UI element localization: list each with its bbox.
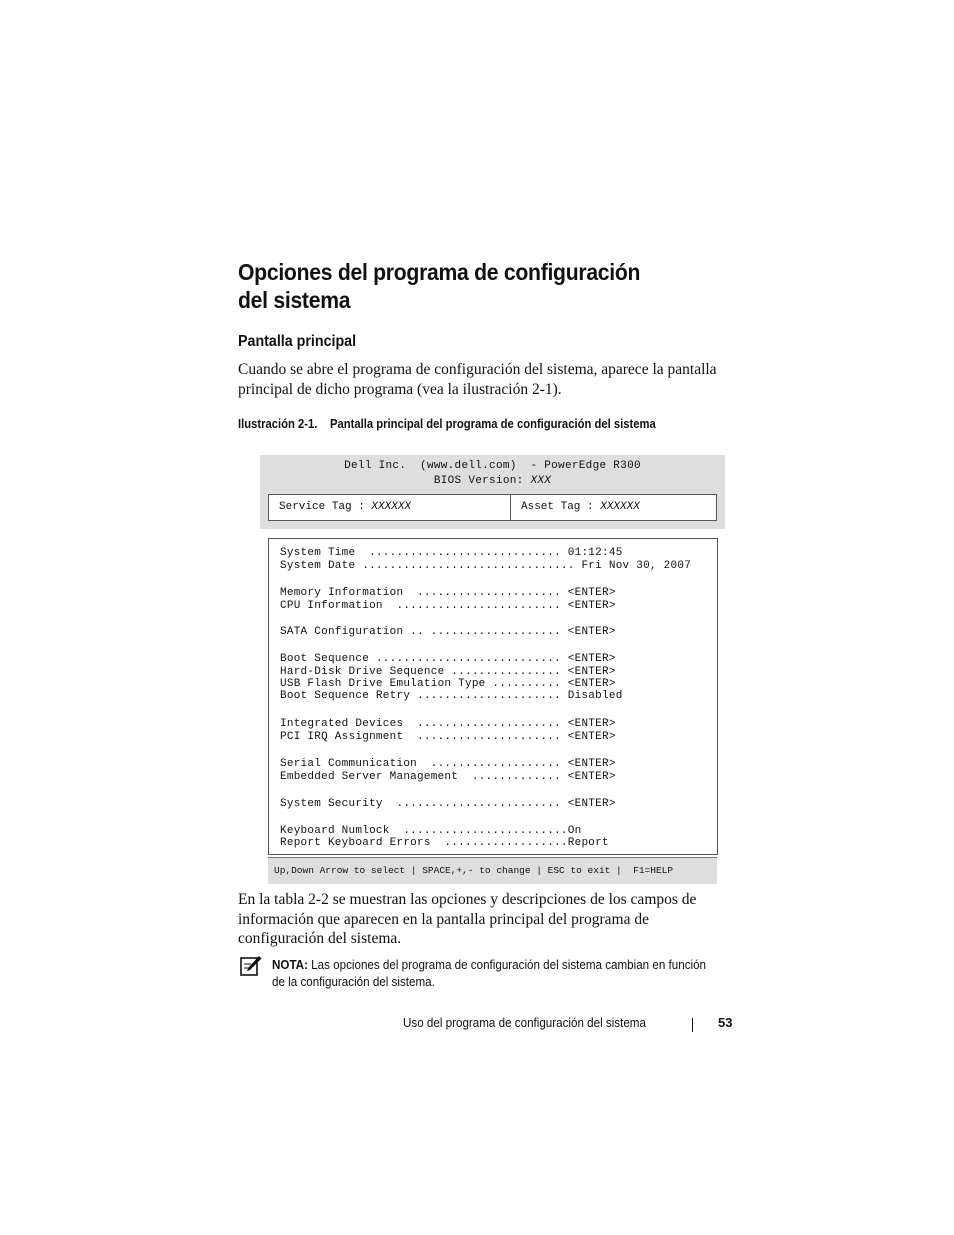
option-boot-sequence-retry: Boot Sequence Retry ..................... Disabled	[280, 690, 623, 702]
bios-vendor-line: Dell Inc. (www.dell.com) - PowerEdge R300	[344, 460, 641, 472]
footer-divider	[692, 1018, 693, 1032]
asset-tag-field	[510, 494, 717, 521]
option-memory-information: Memory Information ..................... <ENTER>	[280, 587, 616, 599]
option-embedded-server-management: Embedded Server Management ............. <ENTER>	[280, 771, 616, 783]
note-text	[272, 957, 709, 991]
bios-status-bar: Up,Down Arrow to select | SPACE,+,- to change | ESC to exit | F1=HELP	[268, 857, 717, 884]
bios-options-panel	[268, 538, 718, 855]
bios-version-value: XXX	[530, 475, 552, 487]
bios-header-panel	[260, 455, 725, 529]
page-number: 53	[718, 1015, 733, 1030]
option-cpu-information: CPU Information ........................ <ENTER>	[280, 600, 616, 612]
note-label: NOTA:	[272, 958, 308, 972]
option-boot-sequence: Boot Sequence ........................... <ENTER>	[280, 653, 616, 665]
option-report-keyboard-errors: Report Keyboard Errors ..................Report	[280, 837, 609, 849]
service-tag-field	[268, 494, 511, 521]
service-tag-value: XXXXXX	[371, 501, 412, 513]
figure-label: Ilustración 2-1.	[238, 417, 318, 431]
note-body: Las opciones del programa de configuración del sistema cambian en función de la configuración del sistema.	[272, 958, 707, 989]
figure-caption	[238, 417, 656, 431]
option-hard-disk-drive-sequence: Hard-Disk Drive Sequence ................ <ENTER>	[280, 666, 616, 678]
bios-version-label: BIOS Version:	[433, 475, 531, 487]
section-subheading: Pantalla principal	[238, 333, 357, 350]
page-title-line-1: Opciones del programa de configuración	[238, 259, 641, 285]
option-usb-flash-drive-emulation-type: USB Flash Drive Emulation Type .......... <ENTER>	[280, 678, 616, 690]
service-tag-label: Service Tag :	[279, 501, 372, 513]
intro-paragraph: Cuando se abre el programa de configuración del sistema, aparece la pantalla principal de dicho programa (vea la ilustración 2-1).	[238, 361, 717, 398]
footer-section-title: Uso del programa de configuración del sistema	[403, 1016, 646, 1030]
asset-tag-value: XXXXXX	[600, 501, 640, 513]
option-keyboard-numlock: Keyboard Numlock ........................On	[280, 825, 582, 837]
asset-tag-label: Asset Tag :	[521, 501, 601, 513]
pencil-note-icon	[240, 955, 262, 977]
option-pci-irq-assignment: PCI IRQ Assignment ..................... <ENTER>	[280, 731, 616, 743]
option-serial-communication: Serial Communication ................... <ENTER>	[280, 758, 616, 770]
option-system-date: System Date ............................... Fri Nov 30, 2007	[280, 560, 692, 572]
option-sata-configuration: SATA Configuration .. ................... <ENTER>	[280, 626, 616, 638]
body-paragraph: En la tabla 2-2 se muestran las opciones y descripciones de los campos de información que aparecen en la pantalla principal del programa de configuración del sistema.	[238, 891, 697, 947]
option-system-time: System Time ............................ 01:12:45	[280, 547, 623, 559]
option-system-security: System Security ........................ <ENTER>	[280, 798, 616, 810]
option-integrated-devices: Integrated Devices ..................... <ENTER>	[280, 718, 616, 730]
figure-title: Pantalla principal del programa de configuración del sistema	[330, 417, 656, 431]
page-title-line-2: del sistema	[238, 287, 351, 313]
bios-version-line	[260, 475, 725, 487]
page-title	[238, 258, 698, 314]
